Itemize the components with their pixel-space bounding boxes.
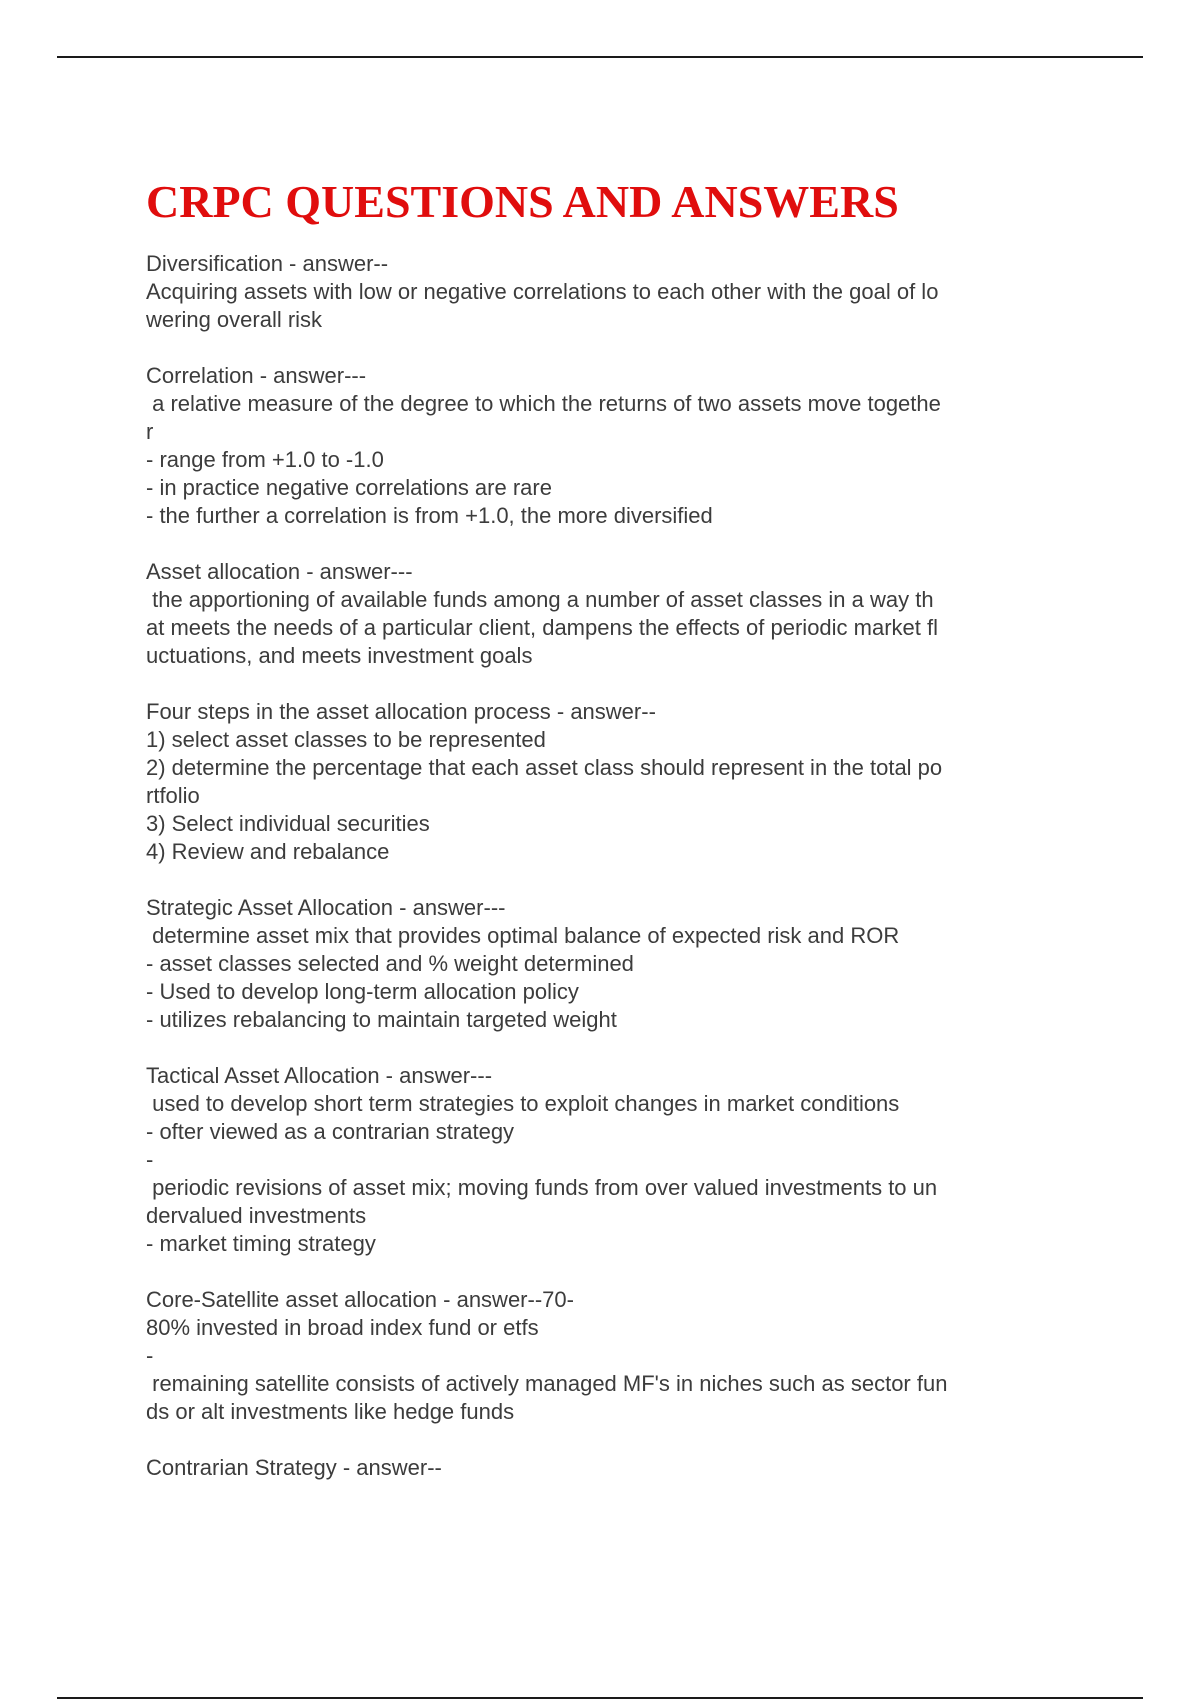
qa-answer-line: 2) determine the percentage that each asset class should represent in the total po xyxy=(146,755,943,780)
qa-entry xyxy=(146,1286,1066,1426)
qa-answer-line: the apportioning of available funds among a number of asset classes in a way th xyxy=(146,587,934,612)
qa-answer-line: dervalued investments xyxy=(146,1203,367,1228)
qa-term-line: Core-Satellite asset allocation - answer--70- xyxy=(146,1287,574,1312)
bottom-rule xyxy=(57,1697,1143,1699)
qa-answer-line: rtfolio xyxy=(146,783,200,808)
qa-entry xyxy=(146,250,1066,334)
qa-answer-line: wering overall risk xyxy=(146,307,323,332)
qa-answer-line: 3) Select individual securities xyxy=(146,811,430,836)
top-rule xyxy=(57,56,1143,58)
qa-answer-line: - the further a correlation is from +1.0, the more diversified xyxy=(146,503,713,528)
qa-answer-line: - ofter viewed as a contrarian strategy xyxy=(146,1119,515,1144)
qa-answer-line: periodic revisions of asset mix; moving funds from over valued investments to un xyxy=(146,1175,938,1200)
qa-answer-line: remaining satellite consists of actively managed MF's in niches such as sector fun xyxy=(146,1371,948,1396)
qa-answer-line: - Used to develop long-term allocation policy xyxy=(146,979,579,1004)
qa-answer-line: - asset classes selected and % weight determined xyxy=(146,951,634,976)
qa-answer-line: Acquiring assets with low or negative correlations to each other with the goal of lo xyxy=(146,279,939,304)
qa-term-line: Contrarian Strategy - answer-- xyxy=(146,1455,442,1480)
qa-answer-line: 1) select asset classes to be represented xyxy=(146,727,546,752)
qa-answer-line: uctuations, and meets investment goals xyxy=(146,643,533,668)
qa-entry xyxy=(146,558,1066,670)
qa-answer-line: used to develop short term strategies to exploit changes in market conditions xyxy=(146,1091,900,1116)
qa-entry xyxy=(146,1454,1066,1482)
qa-answer-line: - in practice negative correlations are rare xyxy=(146,475,552,500)
qa-answer-line: - range from +1.0 to -1.0 xyxy=(146,447,384,472)
qa-answer-line: r xyxy=(146,419,154,444)
qa-answer-line: - market timing strategy xyxy=(146,1231,376,1256)
qa-term-line: Four steps in the asset allocation process - answer-- xyxy=(146,699,656,724)
qa-answer-line: - xyxy=(146,1343,154,1368)
qa-entry xyxy=(146,362,1066,530)
qa-entry xyxy=(146,698,1066,866)
qa-answer-line: at meets the needs of a particular client, dampens the effects of periodic market fl xyxy=(146,615,939,640)
document-body xyxy=(146,170,1066,1510)
qa-entry xyxy=(146,894,1066,1034)
qa-answer-line: determine asset mix that provides optimal balance of expected risk and ROR xyxy=(146,923,900,948)
qa-answer-line: 4) Review and rebalance xyxy=(146,839,390,864)
qa-term-line: Diversification - answer-- xyxy=(146,251,389,276)
qa-answer-line: 80% invested in broad index fund or etfs xyxy=(146,1315,539,1340)
qa-entries xyxy=(146,250,1066,1482)
qa-term-line: Tactical Asset Allocation - answer--- xyxy=(146,1063,493,1088)
qa-term-line: Strategic Asset Allocation - answer--- xyxy=(146,895,506,920)
qa-answer-line: - xyxy=(146,1147,154,1172)
qa-entry xyxy=(146,1062,1066,1258)
qa-answer-line: ds or alt investments like hedge funds xyxy=(146,1399,515,1424)
qa-term-line: Asset allocation - answer--- xyxy=(146,559,413,584)
qa-term-line: Correlation - answer--- xyxy=(146,363,367,388)
document-title: CRPC QUESTIONS AND ANSWERS xyxy=(146,176,899,227)
qa-answer-line: a relative measure of the degree to which the returns of two assets move togethe xyxy=(146,391,941,416)
qa-answer-line: - utilizes rebalancing to maintain targeted weight xyxy=(146,1007,617,1032)
